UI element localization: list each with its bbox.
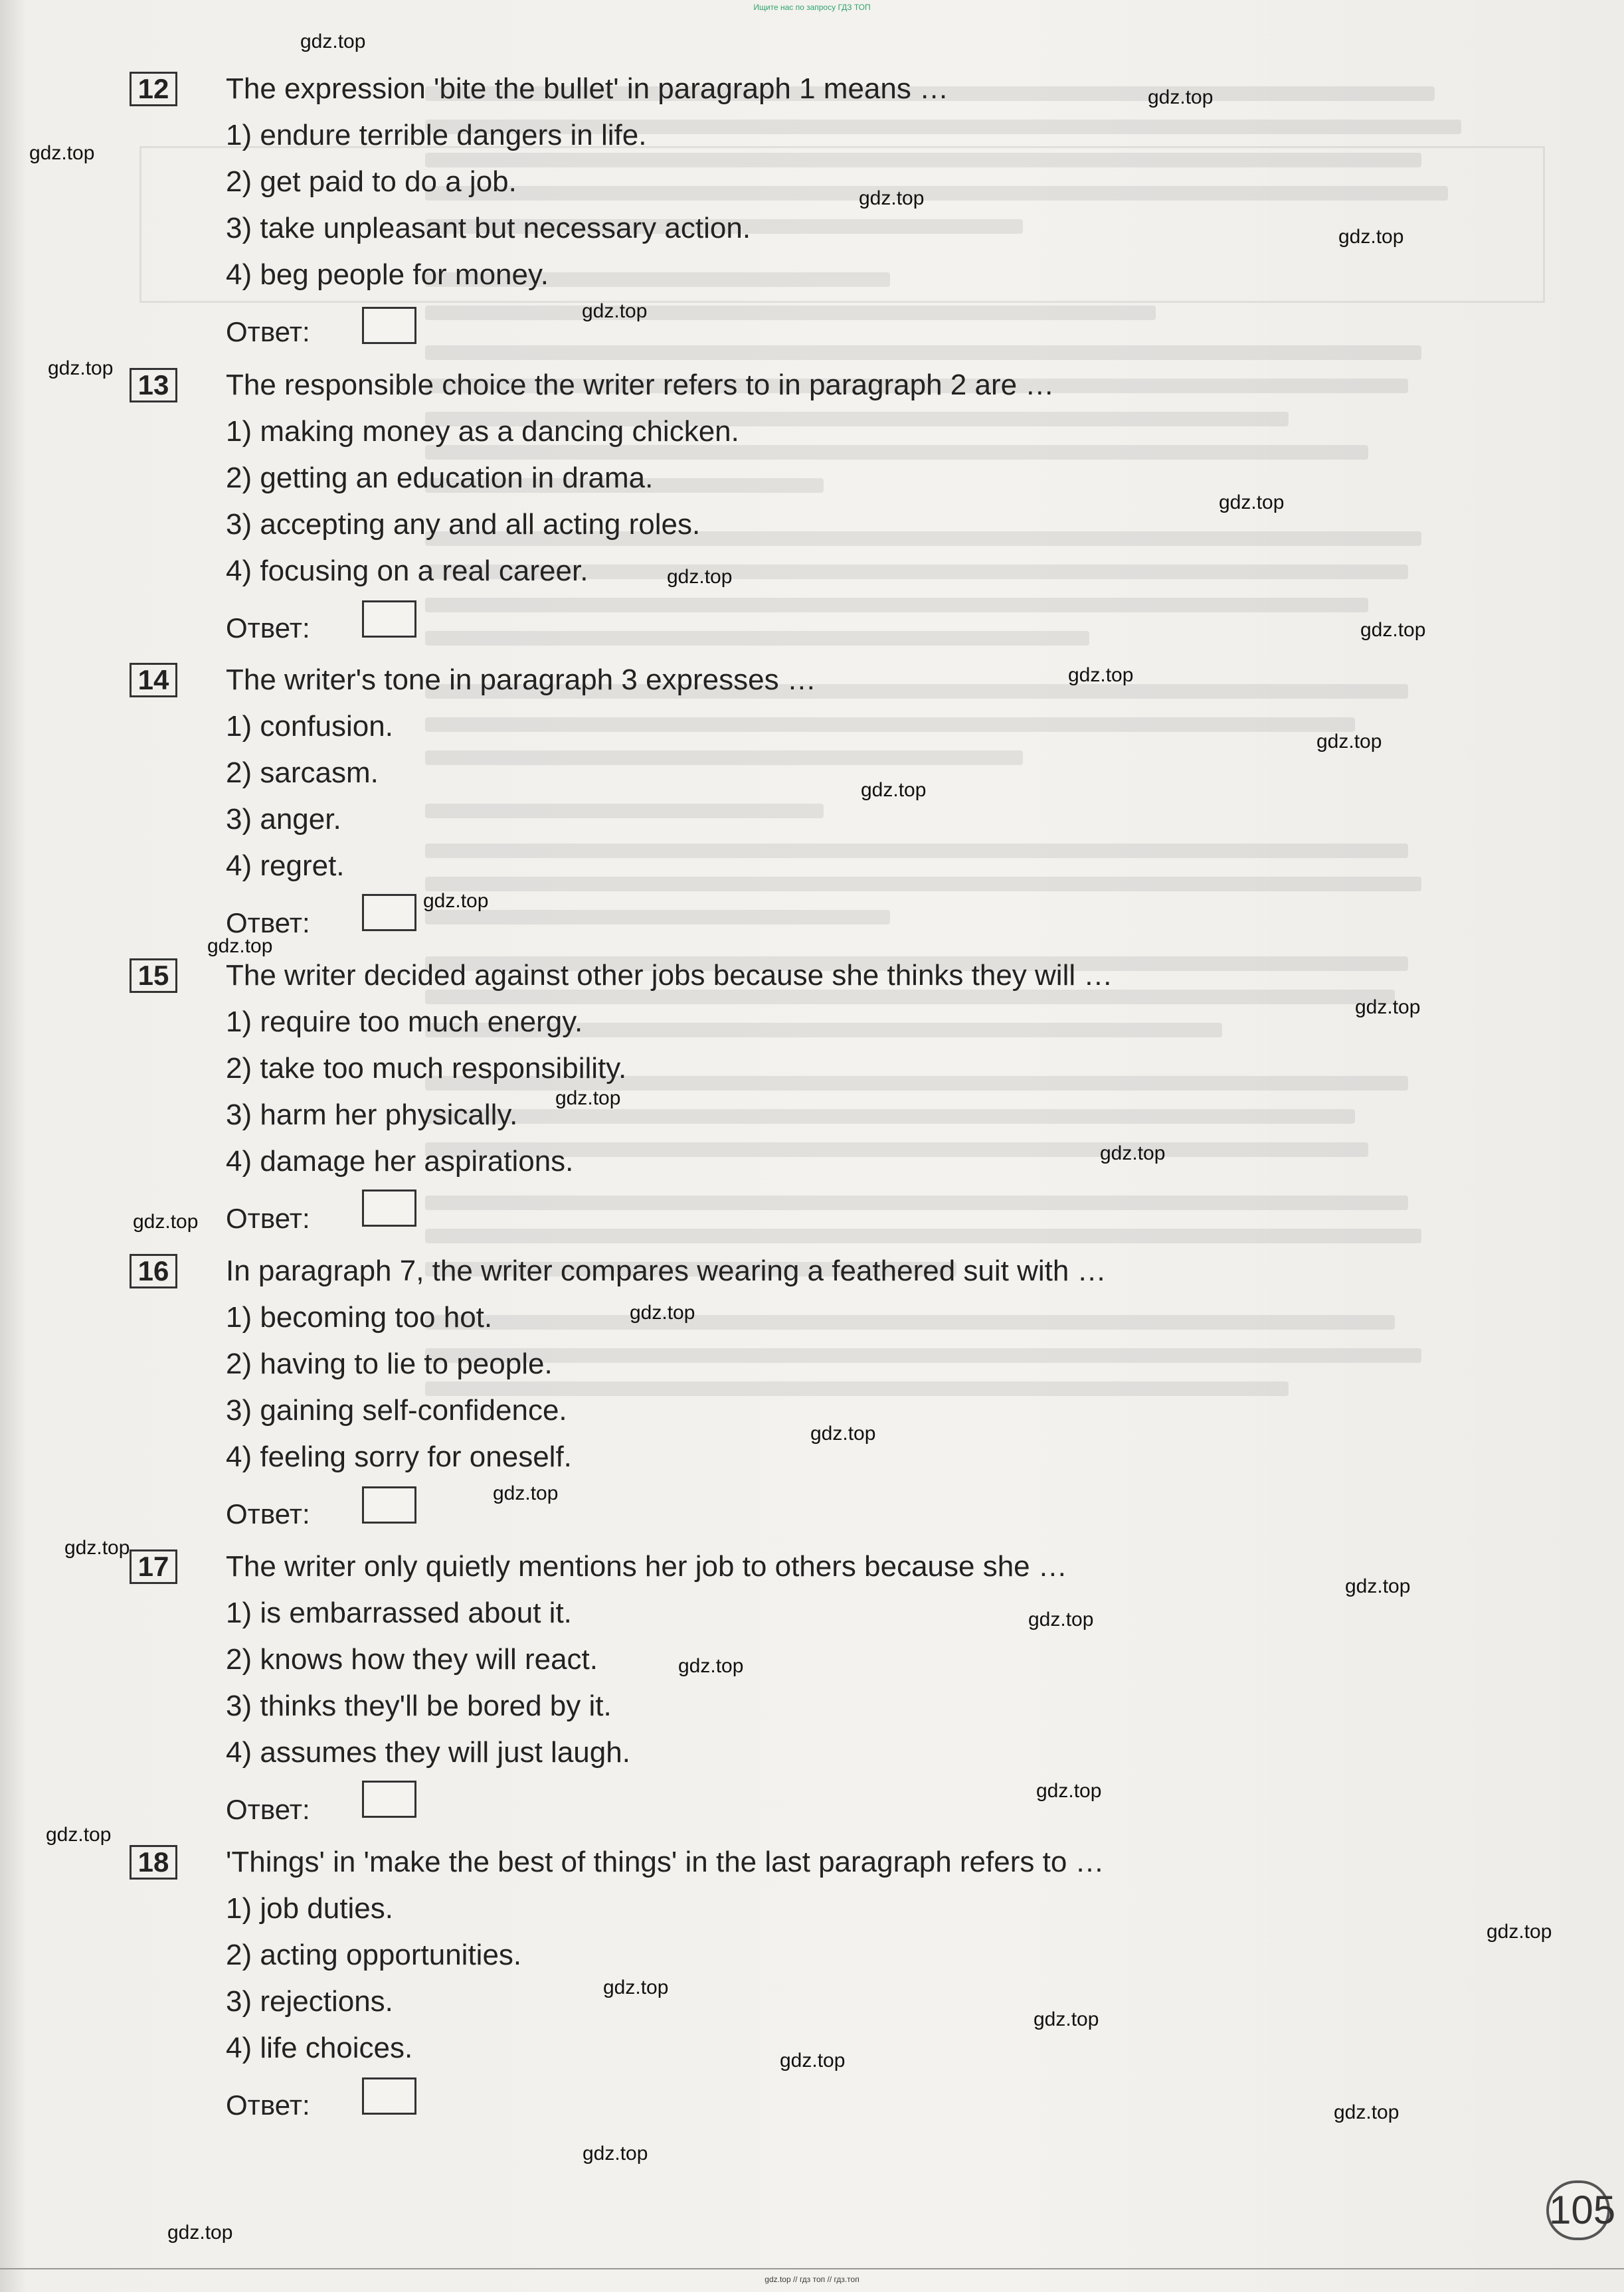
question-text: The writer's tone in paragraph 3 expresses … bbox=[226, 663, 816, 696]
question-text: 'Things' in 'make the best of things' in the last paragraph refers to … bbox=[226, 1846, 1105, 1878]
watermark: gdz.top bbox=[1036, 1780, 1102, 1802]
option-4[interactable]: 4) beg people for money. bbox=[226, 258, 549, 291]
watermark: gdz.top bbox=[1487, 1921, 1552, 1943]
option-4[interactable]: 4) focusing on a real career. bbox=[226, 555, 588, 587]
option-3[interactable]: 3) gaining self-confidence. bbox=[226, 1394, 567, 1427]
answer-label: Ответ: bbox=[226, 907, 310, 938]
watermark: gdz.top bbox=[582, 300, 648, 322]
watermark: gdz.top bbox=[167, 2222, 233, 2244]
option-3[interactable]: 3) harm her physically. bbox=[226, 1099, 518, 1131]
page-number: 105 bbox=[1546, 2180, 1610, 2240]
answer-box[interactable] bbox=[362, 1781, 416, 1818]
watermark: gdz.top bbox=[810, 1423, 876, 1445]
option-3[interactable]: 3) rejections. bbox=[226, 1985, 393, 2018]
question-text: The expression 'bite the bullet' in paragraph 1 means … bbox=[226, 72, 949, 105]
option-1[interactable]: 1) require too much energy. bbox=[226, 1006, 583, 1038]
option-1[interactable]: 1) job duties. bbox=[226, 1892, 393, 1925]
watermark: gdz.top bbox=[1034, 2008, 1099, 2030]
question-number: 14 bbox=[130, 663, 177, 697]
option-3[interactable]: 3) accepting any and all acting roles. bbox=[226, 508, 701, 541]
watermark: gdz.top bbox=[423, 890, 489, 912]
option-2[interactable]: 2) acting opportunities. bbox=[226, 1939, 522, 1971]
option-2[interactable]: 2) knows how they will react. bbox=[226, 1643, 598, 1676]
watermark: gdz.top bbox=[583, 2143, 648, 2164]
answer-box[interactable] bbox=[362, 1486, 416, 1524]
watermark: gdz.top bbox=[603, 1977, 669, 1998]
question-number: 17 bbox=[130, 1549, 177, 1584]
watermark: gdz.top bbox=[667, 566, 733, 588]
answer-label: Ответ: bbox=[226, 316, 310, 347]
watermark: gdz.top bbox=[555, 1087, 621, 1109]
watermark: gdz.top bbox=[133, 1211, 199, 1233]
watermark: gdz.top bbox=[861, 779, 927, 801]
watermark: gdz.top bbox=[1219, 491, 1285, 513]
watermark: gdz.top bbox=[859, 187, 925, 209]
answer-label: Ответ: bbox=[226, 1794, 310, 1825]
option-3[interactable]: 3) take unpleasant but necessary action. bbox=[226, 212, 751, 244]
question-number: 12 bbox=[130, 72, 177, 106]
watermark: gdz.top bbox=[46, 1824, 112, 1846]
watermark: gdz.top bbox=[1338, 226, 1404, 248]
answer-box[interactable] bbox=[362, 2077, 416, 2115]
option-1[interactable]: 1) confusion. bbox=[226, 710, 393, 743]
watermark: gdz.top bbox=[1148, 86, 1214, 108]
watermark: gdz.top bbox=[1068, 664, 1134, 686]
option-2[interactable]: 2) having to lie to people. bbox=[226, 1348, 553, 1380]
answer-box[interactable] bbox=[362, 1190, 416, 1227]
answer-box[interactable] bbox=[362, 894, 416, 931]
option-4[interactable]: 4) life choices. bbox=[226, 2032, 413, 2064]
option-2[interactable]: 2) getting an education in drama. bbox=[226, 462, 654, 494]
footer-note: gdz.top // гдз топ // гдз.топ bbox=[765, 2275, 859, 2284]
watermark: gdz.top bbox=[300, 31, 366, 52]
watermark: gdz.top bbox=[1360, 619, 1426, 641]
watermark: gdz.top bbox=[29, 142, 95, 164]
header-note: Ищите нас по запросу ГДЗ ТОП bbox=[753, 3, 871, 12]
question-text: The writer only quietly mentions her job to others because she … bbox=[226, 1550, 1067, 1583]
watermark: gdz.top bbox=[780, 2050, 846, 2072]
watermark: gdz.top bbox=[207, 935, 273, 957]
question-number: 13 bbox=[130, 368, 177, 402]
answer-box[interactable] bbox=[362, 307, 416, 344]
question-number: 15 bbox=[130, 958, 177, 993]
option-4[interactable]: 4) regret. bbox=[226, 849, 345, 882]
option-2[interactable]: 2) sarcasm. bbox=[226, 756, 379, 789]
option-1[interactable]: 1) is embarrassed about it. bbox=[226, 1597, 572, 1629]
watermark: gdz.top bbox=[1316, 731, 1382, 752]
option-2[interactable]: 2) get paid to do a job. bbox=[226, 165, 517, 198]
question-text: The responsible choice the writer refers to in paragraph 2 are … bbox=[226, 369, 1055, 401]
watermark: gdz.top bbox=[1028, 1609, 1094, 1631]
option-1[interactable]: 1) becoming too hot. bbox=[226, 1301, 493, 1334]
watermark: gdz.top bbox=[64, 1537, 130, 1559]
question-text: In paragraph 7, the writer compares wearing a feathered suit with … bbox=[226, 1255, 1107, 1287]
watermark: gdz.top bbox=[1345, 1575, 1411, 1597]
option-1[interactable]: 1) endure terrible dangers in life. bbox=[226, 119, 647, 151]
option-4[interactable]: 4) damage her aspirations. bbox=[226, 1145, 574, 1178]
watermark: gdz.top bbox=[493, 1482, 559, 1504]
option-2[interactable]: 2) take too much responsibility. bbox=[226, 1052, 627, 1085]
option-3[interactable]: 3) anger. bbox=[226, 803, 341, 836]
watermark: gdz.top bbox=[1100, 1142, 1166, 1164]
watermark: gdz.top bbox=[48, 357, 114, 379]
watermark: gdz.top bbox=[678, 1655, 744, 1677]
question-number: 16 bbox=[130, 1254, 177, 1288]
option-4[interactable]: 4) assumes they will just laugh. bbox=[226, 1736, 630, 1769]
answer-label: Ответ: bbox=[226, 1498, 310, 1530]
watermark: gdz.top bbox=[630, 1302, 695, 1324]
answer-label: Ответ: bbox=[226, 612, 310, 644]
watermark: gdz.top bbox=[1355, 996, 1421, 1018]
option-1[interactable]: 1) making money as a dancing chicken. bbox=[226, 415, 739, 448]
answer-label: Ответ: bbox=[226, 2089, 310, 2121]
answer-box[interactable] bbox=[362, 600, 416, 638]
watermark: gdz.top bbox=[1334, 2101, 1399, 2123]
question-number: 18 bbox=[130, 1845, 177, 1880]
option-4[interactable]: 4) feeling sorry for oneself. bbox=[226, 1441, 572, 1473]
footer-divider bbox=[0, 2268, 1624, 2269]
option-3[interactable]: 3) thinks they'll be bored by it. bbox=[226, 1690, 612, 1722]
answer-label: Ответ: bbox=[226, 1203, 310, 1234]
question-text: The writer decided against other jobs because she thinks they will … bbox=[226, 959, 1113, 992]
